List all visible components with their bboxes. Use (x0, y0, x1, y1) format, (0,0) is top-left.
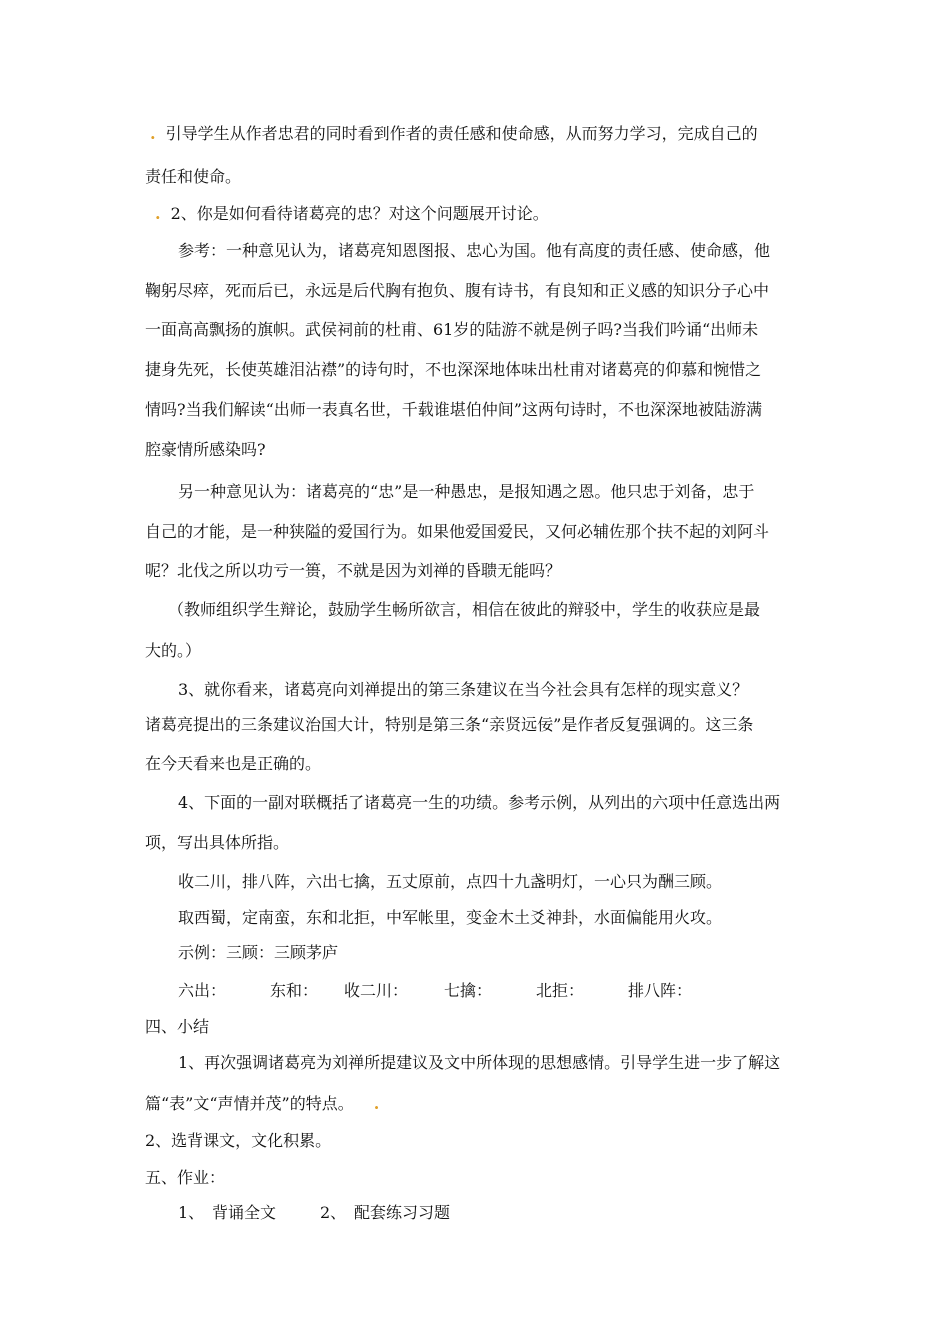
paragraph-line: 篇“表”文“声情并茂”的特点。 . (145, 1094, 380, 1113)
paragraph-line: 参考：一种意见认为，诸葛亮知恩图报、忠心为国。他有高度的责任感、使命感，他 (178, 241, 771, 260)
paragraph-line: 诸葛亮提出的三条建议治国大计，特别是第三条“亲贤远佞”是作者反复强调的。这三条 (145, 715, 754, 734)
homework-row (178, 1203, 450, 1223)
bullet-marker: . (373, 1094, 380, 1113)
paragraph-line: 另一种意见认为：诸葛亮的“忠”是一种愚忠，是报知遇之恩。他只忠于刘备，忠于 (178, 482, 755, 501)
paragraph-line: 腔豪情所感染吗? (145, 440, 266, 459)
question-3: 3、就你看来，诸葛亮向刘禅提出的第三条建议在当今社会具有怎样的现实意义？ (178, 680, 749, 699)
paragraph-line: 鞠躬尽瘁，死而后已，永远是后代胸有抱负、腹有诗书，有良知和正义感的知识分子心中 (145, 281, 770, 300)
paragraph-line: 项，写出具体所指。 (145, 833, 290, 852)
paragraph-line: （教师组织学生辩论，鼓励学生畅所欲言，相信在彼此的辩驳中，学生的收获应是最 (168, 600, 761, 619)
couplet-line-2: 取西蜀，定南蛮，东和北拒，中军帐里，变金木土爻神卦，水面偏能用火攻。 (178, 908, 723, 927)
paragraph-line: 情吗?当我们解读“出师一表真名世，千载谁堪伯仲间”这两句诗时，不也深深地被陆游满 (145, 400, 762, 419)
question-4: 4、下面的一副对联概括了诸葛亮一生的功绩。参考示例，从列出的六项中任意选出两 (178, 793, 781, 812)
paragraph-line: 自己的才能，是一种狭隘的爱国行为。如果他爱国爱民，又何必辅佐那个扶不起的刘阿斗 (145, 522, 770, 541)
homework-item: 配套练习习题 (354, 1203, 451, 1222)
paragraph-line: 2、选背课文，文化积累。 (145, 1131, 332, 1150)
example-line: 示例：三顾：三顾茅庐 (178, 943, 339, 962)
paragraph-line: . 引导学生从作者忠君的同时看到作者的责任感和使命感，从而努力学习，完成自己的 (150, 124, 758, 143)
paragraph-line: 大的。） (145, 641, 202, 660)
items-row (178, 981, 692, 1001)
item-cell: 东和： (270, 981, 319, 1000)
item-cell: 排八阵： (628, 981, 693, 1000)
homework-item: 背诵全文 (212, 1203, 277, 1222)
bullet-marker: . (150, 124, 156, 143)
item-cell: 收二川： (344, 981, 409, 1000)
paragraph-line: 呢？北伐之所以功亏一篑，不就是因为刘禅的昏聩无能吗？ (145, 561, 562, 580)
section-heading: 四、小结 (145, 1017, 210, 1036)
paragraph-line: 责任和使命。 (145, 167, 242, 186)
paragraph-line: 在今天看来也是正确的。 (145, 754, 322, 773)
paragraph-line: 一面高高飘扬的旗帜。武侯祠前的杜甫、61岁的陆游不就是例子吗?当我们吟诵“出师未 (145, 320, 759, 339)
question-2: . 2、你是如何看待诸葛亮的忠？对这个问题展开讨论。 (155, 204, 549, 223)
bullet-marker: . (155, 204, 161, 223)
couplet-line-1: 收二川，排八阵，六出七擒，五丈原前，点四十九盏明灯，一心只为酬三顾。 (178, 872, 723, 891)
homework-number: 1、 (178, 1203, 205, 1222)
paragraph-line: 1、再次强调诸葛亮为刘禅所提建议及文中所体现的思想感情。引导学生进一步了解这 (178, 1053, 781, 1072)
paragraph-line: 捷身先死，长使英雄泪沾襟”的诗句时，不也深深地体味出杜甫对诸葛亮的仰慕和惋惜之 (145, 360, 762, 379)
item-cell: 北拒： (536, 981, 585, 1000)
homework-number: 2、 (320, 1203, 347, 1222)
section-heading: 五、作业： (145, 1168, 226, 1187)
item-cell: 七擒： (444, 981, 493, 1000)
item-cell: 六出： (178, 981, 227, 1000)
